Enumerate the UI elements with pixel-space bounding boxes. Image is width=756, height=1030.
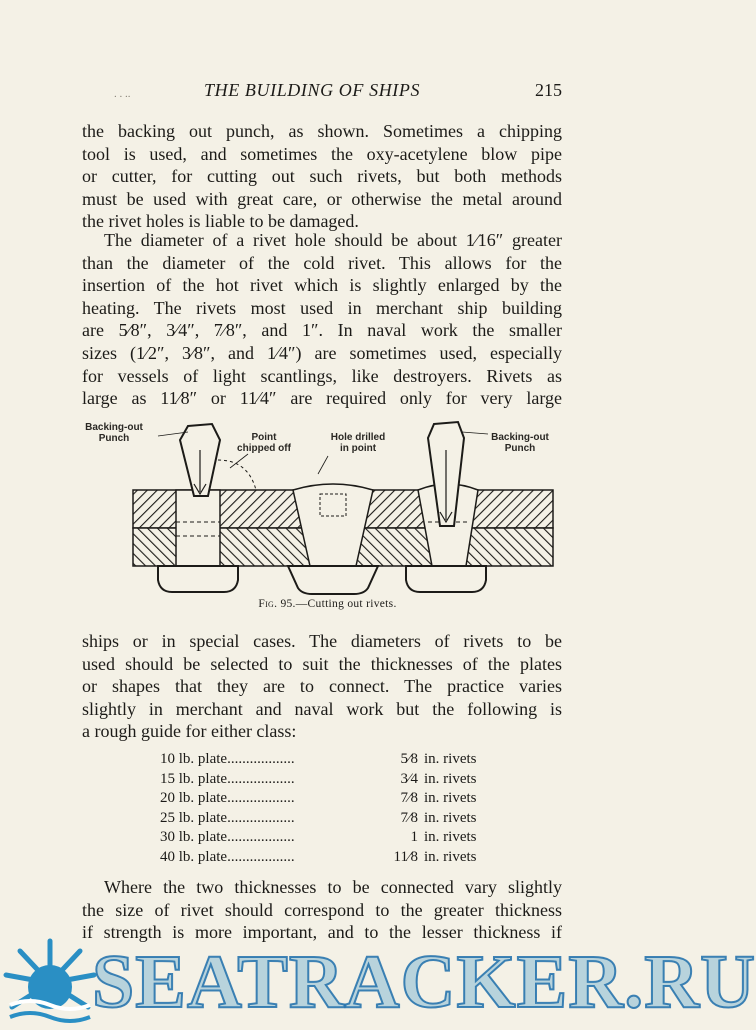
text-line: if strength is more important, and to the lesser thickness if [82,922,562,943]
text-line: than the diameter of the cold rivet. This allows for the [82,252,562,273]
rivet-shank-left [176,490,220,566]
text-line: are 5⁄8″, 3⁄4″, 7⁄8″, and 1″. In naval work the smaller [82,320,562,341]
text-line: or cutter, for cutting out such rivets, but both methods [82,166,562,187]
table-row [160,750,477,770]
text-line: heating. The rivets most used in merchant ship building [82,297,562,318]
text-line: the backing out punch, as shown. Sometimes a chipping [82,121,562,141]
label-text: Point chipped off [237,432,291,454]
label-text: Hole drilled in point [330,432,386,454]
figure-caption [0,598,655,610]
label-point-chipped [228,432,300,454]
paragraph-2 [82,229,562,410]
size-cell: 7⁄8 [400,790,418,806]
paragraph-4 [82,876,562,944]
size-cell: 11⁄8 [393,848,418,865]
label-hole-drilled [318,432,398,454]
rivet-head-right [406,566,486,592]
text-line: ships or in special cases. The diameters of rivets to be [82,631,562,651]
unit-cell: in. rivets [424,770,477,787]
text-line: the rivet holes is liable to be damaged. [82,211,359,232]
unit-cell: in. rivets [424,790,477,806]
watermark-banner [0,935,756,1030]
rivet-cutting-figure [85,420,568,615]
text-line: must be used with great care, or otherwise the metal around [82,188,562,209]
rivet-size-table [160,750,477,867]
size-cell: 7⁄8 [400,809,418,826]
unit-cell: in. rivets [424,848,477,865]
text-line: insertion of the hot rivet which is slightly enlarged by the [82,275,562,296]
text-line: slightly in merchant and naval work but the following is [82,698,562,719]
label-text: Backing-out Punch [491,432,549,454]
text-line: for vessels of light scantlings, like destroyers. Rivets as [82,365,562,386]
text-line: sizes (1⁄2″, 3⁄8″, and 1⁄4″) are sometimes used, especially [82,342,562,363]
unit-cell: in. rivets [424,809,477,826]
label-backing-out-punch-right [474,432,566,454]
text-line: or shapes that they are to connect. The practice varies [82,676,562,697]
table-row [160,789,477,809]
plate-cell: 15 lb. plate.................. [160,770,295,787]
sun-logo-icon [0,935,100,1030]
label-backing-out-punch-left [68,422,160,444]
plate-cell: 25 lb. plate.................. [160,809,295,826]
text-line: Where the two thicknesses to be connected vary slightly [104,877,562,897]
drilled-hole [320,494,346,516]
plate-cell: 10 lb. plate.................. [160,751,295,767]
label-text: Backing-out Punch [85,422,143,444]
table-row [160,848,477,868]
plate-cell: 40 lb. plate.................. [160,848,295,865]
unit-cell: in. rivets [424,829,477,845]
rivet-head-left [158,566,238,592]
running-title: THE BUILDING OF SHIPS [204,80,421,100]
table-row [160,828,477,848]
text-line: the size of rivet should correspond to the greater thickness [82,899,562,920]
text-line: tool is used, and sometimes the oxy-acetylene blow pipe [82,143,562,164]
size-cell: 5⁄8 [400,751,418,767]
rivet-head-middle [288,566,378,594]
size-cell: 3⁄4 [400,770,418,787]
plate-cell: 20 lb. plate.................. [160,790,295,806]
plate-cell: 30 lb. plate.................. [160,829,295,845]
paragraph-3 [82,630,562,743]
unit-cell: in. rivets [424,751,477,767]
text-line: The diameter of a rivet hole should be about 1⁄16″ greater [104,230,562,250]
header-marks: . . .. [114,88,131,100]
size-cell: 1 [410,829,418,845]
caption-prefix: Fig. 95. [258,598,296,610]
caption-text: —Cutting out rivets. [295,598,397,610]
text-line: used should be selected to suit the thicknesses of the plates [82,653,562,674]
watermark-text: SEATRACKER.RU [92,940,756,1024]
page-number: 215 [535,80,562,100]
text-line: large as 11⁄8″ or 11⁄4″ are required only for very large [82,388,562,409]
running-header [100,80,562,106]
table-row [160,770,477,790]
text-line: a rough guide for either class: [82,721,297,742]
table-row [160,809,477,829]
paragraph-1 [82,120,562,233]
